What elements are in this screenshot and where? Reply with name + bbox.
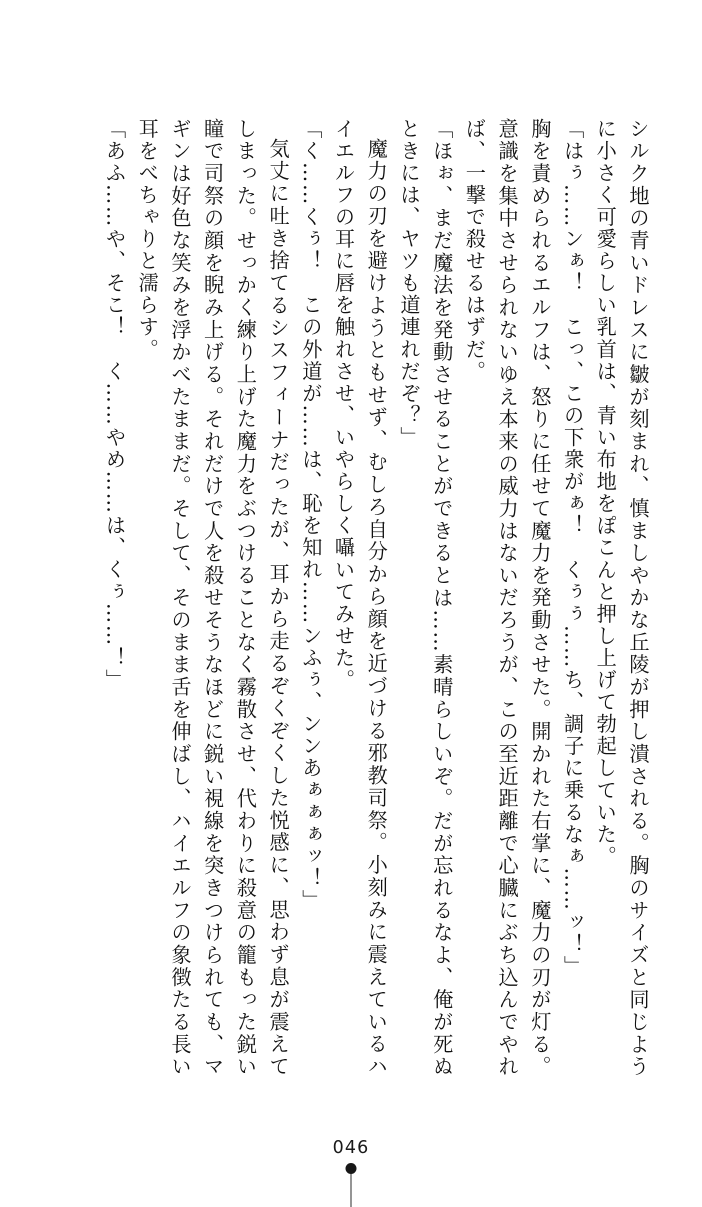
page-footer <box>0 1140 702 1207</box>
paragraph: 気丈に吐き捨てるシスフィーナだったが、耳から走るぞくぞくした悦感に、思わず息が震えてしまった。せっかく練り上げた魔力をぶつけることなく霧散させ、代わりに殺意の籠もった鋭い瞳で司祭の顔を睨み上げる。それだけで人を殺せそうなほどに鋭い視線を突きつけられても、マギンは好色な笑みを浮かべたままだ。そして、そのまま舌を伸ばし、ハイエルフの象徴たる長い耳をべちゃりと濡らす。 <box>135 118 291 1078</box>
paragraph: 魔力の刃を避けようともせず、むしろ自分から顔を近づける邪教司祭。小刻みに震えているハイエルフの耳に唇を触れさせ、いやらしく囁いてみせた。 <box>331 118 389 1078</box>
paragraph: 「あふ……や、そこ！ く……やめ……は、くぅ……！」 <box>102 118 127 692</box>
paragraph: 「はぅ……ンぁ！ こっ、この下衆がぁ！ くぅぅ……ち、調子に乗るなぁ……ッ！」 <box>560 118 585 978</box>
paragraph: 「く……くぅ！ この外道が……は、恥を知れ……ンふぅ、ンンあぁぁぁッ！」 <box>298 118 323 912</box>
paragraph: シルク地の青いドレスに皺が刻まれ、慎ましやかな丘陵が押し潰される。胸のサイズと同じように小さく可愛らしい乳首は、青い布地をぽこんと押し上げて勃起していた。 <box>593 118 650 1078</box>
ornament-dot <box>346 1163 357 1174</box>
ornament-stem <box>351 1174 352 1207</box>
page-number: 046 <box>332 1138 370 1158</box>
paragraph: 胸を責められるエルフは、怒りに任せて魔力を発動させた。開かれた右掌に、魔力の刃が灯る。意識を集中させられないゆえ本来の威力はないだろうが、この至近距離で心臓にぶち込んでやれば、一撃で殺せるはずだ。 <box>462 118 552 1078</box>
paragraph: 「ほぉ、まだ魔法を発動させることができるとは……素晴らしいぞ。だが忘れるなよ、俺が死ぬときには、ヤツも道連れだぞ？」 <box>396 118 454 1078</box>
vertical-text-body <box>44 118 654 1078</box>
